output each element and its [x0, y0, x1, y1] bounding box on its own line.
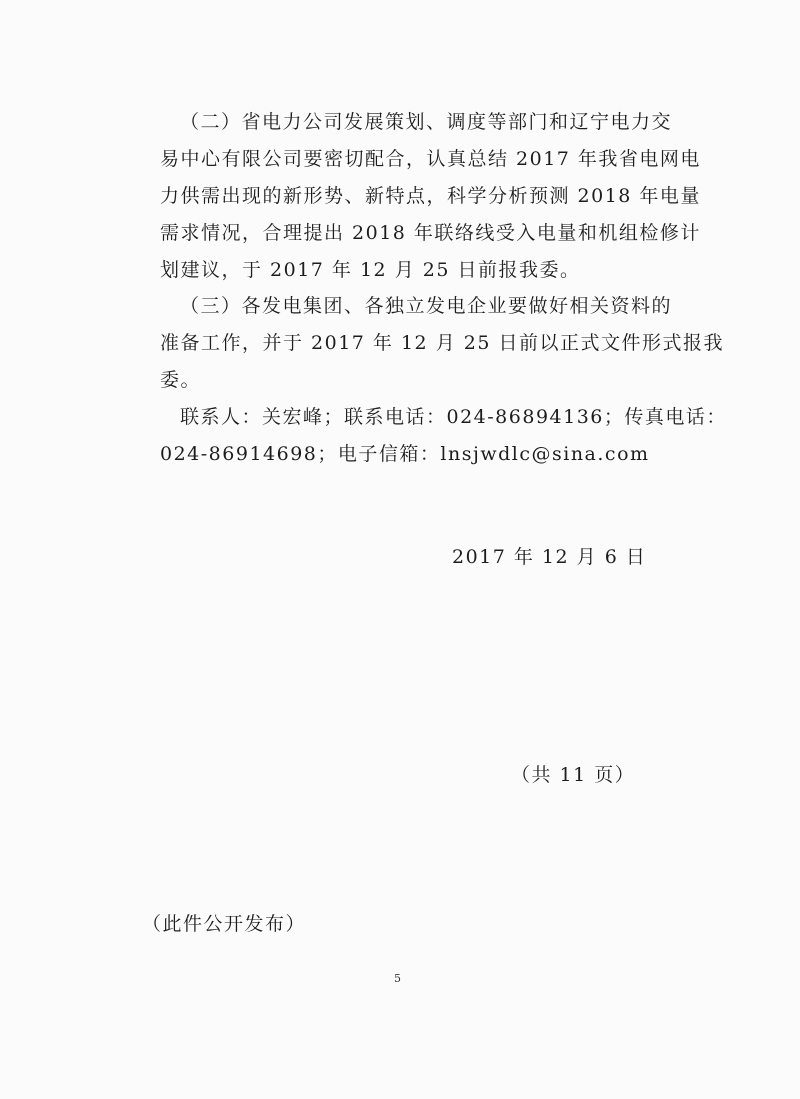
paragraph-line: （三）各发电集团、各独立发电企业要做好相关资料的 [180, 295, 673, 317]
paragraph-line: 力供需出现的新形势、新特点，科学分析预测 2018 年电量 [160, 185, 701, 207]
page-number: 5 [394, 972, 401, 985]
paragraph-line: 易中心有限公司要密切配合，认真总结 2017 年我省电网电 [160, 148, 701, 170]
contact-line: 联系人：关宏峰；联系电话：024-86894136；传真电话： [180, 406, 727, 428]
paragraph-line: 准备工作，并于 2017 年 12 月 25 日前以正式文件形式报我 [160, 332, 724, 354]
paragraph-line: 需求情况，合理提出 2018 年联络线受入电量和机组检修计 [160, 222, 701, 244]
paragraph-line: 划建议，于 2017 年 12 月 25 日前报我委。 [160, 259, 581, 281]
paragraph-line: （二）省电力公司发展策划、调度等部门和辽宁电力交 [180, 111, 673, 133]
publication-note: （此件公开发布） [142, 913, 307, 935]
contact-line: 024-86914698；电子信箱：lnsjwdlc@sina.com [160, 443, 650, 465]
total-pages-note: （共 11 页） [511, 764, 636, 786]
paragraph-line: 委。 [160, 369, 202, 391]
document-date: 2017 年 12 月 6 日 [452, 546, 647, 568]
